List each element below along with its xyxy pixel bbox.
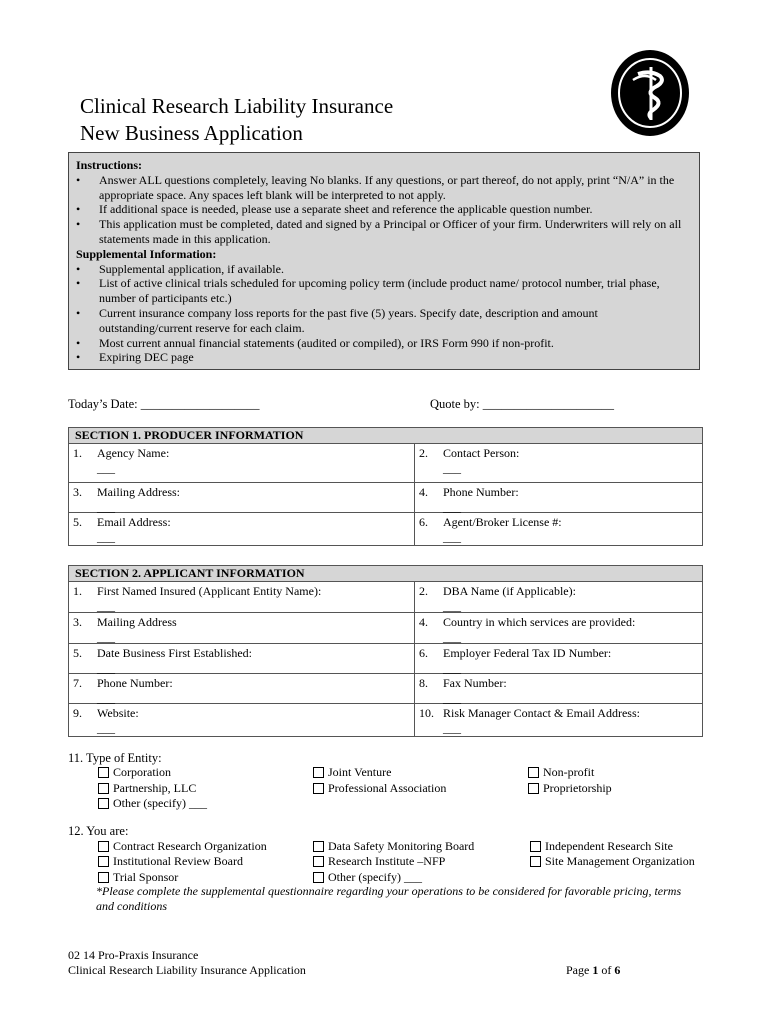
caduceus-icon (611, 50, 689, 136)
instruction-item: • Answer ALL questions completely, leaving No blanks. If any questions, or part thereof, do not apply, print “N/A” in the appropriate space. Any spaces left blank will be interpreted to not apply. (76, 172, 675, 202)
phone-number-field[interactable]: 4. Phone Number: ___ (419, 485, 519, 514)
tax-id-field[interactable]: 6. Employer Federal Tax ID Number: ___ (419, 646, 612, 675)
table-row (69, 704, 702, 736)
supplemental-item: • Most current annual financial statements (audited or compiled), or IRS Form 990 if non-profit. (76, 335, 554, 350)
checkbox-partnership-llc[interactable]: Partnership, LLC (98, 781, 196, 796)
footer-company: 02 14 Pro-Praxis Insurance (68, 948, 199, 962)
instruction-item: • If additional space is needed, please use a separate sheet and reference the applicable question number. (76, 202, 593, 217)
checkbox-irb[interactable]: Institutional Review Board (98, 854, 243, 869)
checkbox-professional-association[interactable]: Professional Association (313, 781, 446, 796)
checkbox-joint-venture[interactable]: Joint Venture (313, 765, 391, 780)
footer-doc-title: Clinical Research Liability Insurance Application (68, 963, 306, 977)
table-row (69, 582, 702, 613)
checkbox-non-profit[interactable]: Non-profit (528, 765, 594, 780)
checkbox-corporation[interactable]: Corporation (98, 765, 171, 780)
title-line-2: New Business Application (80, 121, 303, 145)
license-number-field[interactable]: 6. Agent/Broker License #: ___ (419, 515, 562, 544)
email-address-field[interactable]: 5. Email Address: ___ (69, 513, 415, 545)
supplemental-item: • List of active clinical trials scheduled for upcoming policy term (include product name/ protocol number, trial phase, number of participants etc.) (76, 276, 660, 306)
checkbox-trial-sponsor[interactable]: Trial Sponsor (98, 870, 178, 885)
todays-date-field[interactable]: Today’s Date: ___________________ (68, 397, 260, 411)
checkbox-dsmb[interactable]: Data Safety Monitoring Board (313, 839, 474, 854)
applicant-mailing-address-field[interactable]: 3. Mailing Address ___ (69, 613, 415, 643)
website-field[interactable]: 9. Website: ___ (69, 704, 415, 736)
supplemental-heading: Supplemental Information: (76, 246, 217, 261)
instructions-box (68, 152, 700, 370)
section-heading: SECTION 1. PRODUCER INFORMATION (69, 428, 702, 444)
footer-left (68, 948, 306, 978)
supplemental-note: *Please complete the supplemental questionnaire regarding your operations to be considered for favorable pricing, terms and conditions (96, 884, 682, 913)
supplemental-item: • Current insurance company loss reports for the past five (5) years. Specify date, description and amount outstanding/current reserve for each claim. (76, 305, 598, 335)
q12-label: 12. You are: (68, 824, 129, 838)
applicant-phone-field[interactable]: 7. Phone Number: ___ (69, 674, 415, 703)
q11-label: 11. Type of Entity: (68, 751, 162, 765)
checkbox-proprietorship[interactable]: Proprietorship (528, 781, 612, 796)
instructions-heading: Instructions: (76, 158, 143, 172)
section-heading: SECTION 2. APPLICANT INFORMATION (69, 566, 702, 582)
table-row (69, 483, 702, 513)
risk-manager-field[interactable]: 10. Risk Manager Contact & Email Address: ___ (419, 706, 640, 735)
instruction-item: • This application must be completed, dated and signed by a Principal or Officer of your firm. Underwriters will rely on all statements made in this application. (76, 217, 682, 246)
fax-number-field[interactable]: 8. Fax Number: ___ (419, 676, 507, 705)
section-producer-info (68, 427, 703, 546)
table-row (69, 444, 702, 483)
title-line-1: Clinical Research Liability Insurance (80, 94, 394, 118)
date-established-field[interactable]: 5. Date Business First Established: ___ (69, 644, 415, 673)
page-indicator: Page 1 of 6 (566, 963, 621, 977)
table-row (69, 613, 702, 644)
contact-person-field[interactable]: 2. Contact Person: ___ (419, 446, 520, 475)
checkbox-other-role[interactable]: Other (specify) ___ (313, 870, 422, 885)
page-title (80, 93, 393, 147)
supplemental-item: • Supplemental application, if available. (76, 261, 284, 276)
checkbox-site-management[interactable]: Site Management Organization (530, 854, 695, 869)
table-row (69, 644, 702, 674)
supplemental-item: • Expiring DEC page (76, 350, 194, 365)
checkbox-independent-site[interactable]: Independent Research Site (530, 839, 673, 854)
mailing-address-field[interactable]: 3. Mailing Address: ___ (69, 483, 415, 512)
checkbox-cro[interactable]: Contract Research Organization (98, 839, 267, 854)
logo (611, 50, 689, 136)
dba-name-field[interactable]: 2. DBA Name (if Applicable): ___ (419, 584, 576, 613)
country-field[interactable]: 4. Country in which services are provided: ___ (419, 615, 636, 644)
checkbox-other-entity[interactable]: Other (specify) ___ (98, 796, 207, 811)
agency-name-field[interactable]: 1. Agency Name: ___ (69, 444, 415, 482)
table-row (69, 513, 702, 545)
section-applicant-info (68, 565, 703, 737)
first-named-insured-field[interactable]: 1. First Named Insured (Applicant Entity Name): ___ (69, 582, 415, 612)
table-row (69, 674, 702, 704)
quote-by-field[interactable]: Quote by: _____________________ (430, 397, 615, 411)
checkbox-research-institute[interactable]: Research Institute –NFP (313, 854, 445, 869)
